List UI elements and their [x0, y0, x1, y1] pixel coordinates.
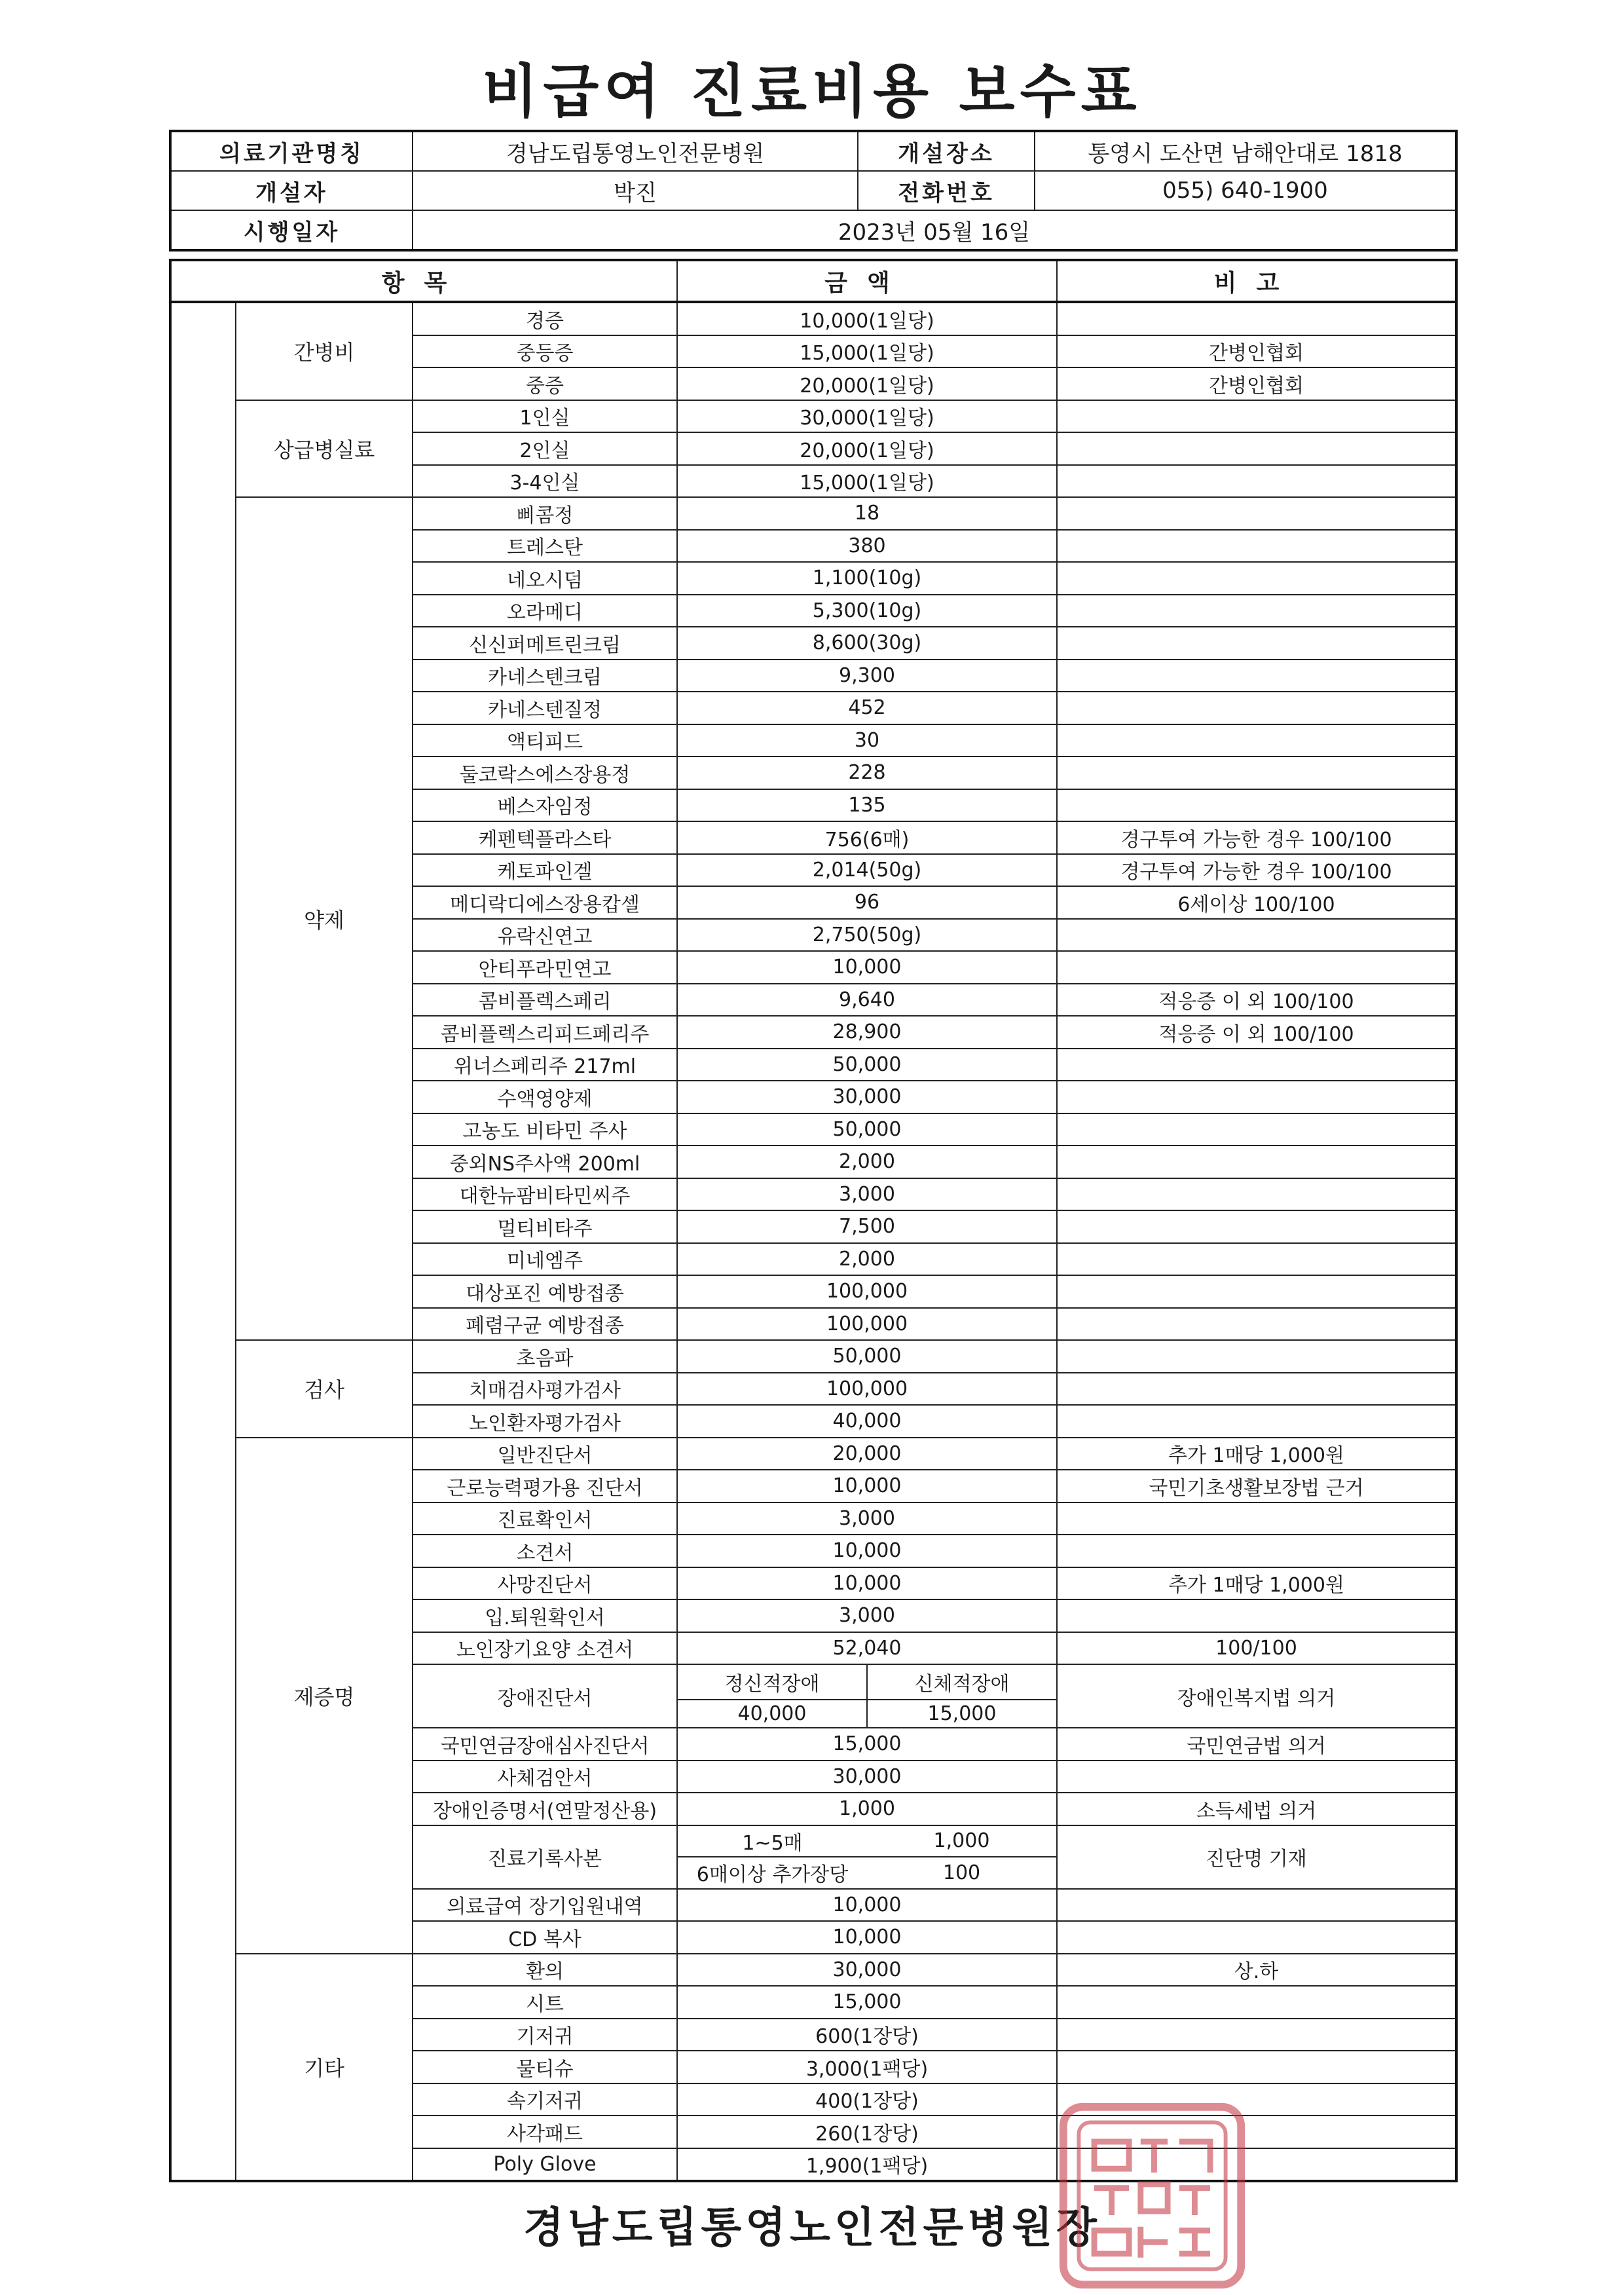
item-cell: 물티슈 [413, 2051, 677, 2083]
note-cell [1057, 1146, 1456, 1178]
amount-cell: 96 [677, 886, 1057, 919]
note-cell [1057, 919, 1456, 952]
amount-cell: 15,000 [677, 1986, 1057, 2019]
item-cell: 사망진단서 [413, 1567, 677, 1600]
note-cell: 100/100 [1057, 1632, 1456, 1665]
amount-cell: 30,000(1일당) [677, 400, 1057, 433]
note-cell: 적응증 이 외 100/100 [1057, 1016, 1456, 1049]
item-cell: 환의 [413, 1954, 677, 1987]
amount-cell: 3,000 [677, 1502, 1057, 1535]
note-cell [1057, 756, 1456, 789]
amount-cell: 8,600(30g) [677, 627, 1057, 660]
amount-cell: 600(1장당) [677, 2019, 1057, 2051]
item-cell: 경증 [413, 302, 677, 335]
item-cell: 중증 [413, 367, 677, 400]
note-cell [1057, 1761, 1456, 1793]
table-row [170, 1340, 1456, 1373]
location-value: 통영시 도산면 남해안대로 1818 [1035, 131, 1456, 171]
category-nursing: 간병비 [236, 302, 413, 400]
item-cell: 일반진단서 [413, 1438, 677, 1470]
item-cell: 둘코락스에스장용정 [413, 756, 677, 789]
item-cell: 카네스텐질정 [413, 692, 677, 724]
item-cell: 오라메디 [413, 595, 677, 627]
table-row [170, 400, 1456, 433]
item-cell: 사각패드 [413, 2116, 677, 2148]
note-cell [1057, 400, 1456, 433]
note-cell: 경구투여 가능한 경우 100/100 [1057, 821, 1456, 854]
date-value: 2023년 05월 16일 [413, 210, 1456, 250]
note-cell [1057, 302, 1456, 335]
note-cell [1057, 1308, 1456, 1341]
official-seal-stamp [1056, 2099, 1249, 2292]
mental-amount: 40,000 [678, 1700, 867, 1727]
item-cell: 네오시덤 [413, 562, 677, 595]
amount-cell: 1,900(1팩당) [677, 2148, 1057, 2182]
note-cell [1057, 1502, 1456, 1535]
amount-cell: 30,000 [677, 1081, 1057, 1113]
institution-value: 경남도립통영노인전문병원 [413, 131, 858, 171]
item-cell: 메디락디에스장용캅셀 [413, 886, 677, 919]
amount-cell: 50,000 [677, 1049, 1057, 1081]
item-cell: 중외NS주사액 200ml [413, 1146, 677, 1178]
amount-cell: 380 [677, 530, 1057, 563]
table-row [170, 302, 1456, 335]
amount-cell: 100,000 [677, 1373, 1057, 1406]
note-cell [1057, 1243, 1456, 1276]
amount-cell: 15,000(1일당) [677, 465, 1057, 498]
records-amount-grid [677, 1825, 1057, 1889]
header-note: 비고 [1057, 260, 1456, 302]
note-cell [1057, 1373, 1456, 1406]
amount-cell: 20,000(1일당) [677, 367, 1057, 400]
location-label: 개설장소 [858, 131, 1035, 171]
document-title: 비급여 진료비용 보수표 [482, 58, 1142, 125]
amount-cell: 18 [677, 497, 1057, 530]
category-drug: 약제 [236, 497, 413, 1340]
item-cell: 노인장기요양 소견서 [413, 1632, 677, 1665]
item-cell: 1인실 [413, 400, 677, 433]
amount-cell: 100,000 [677, 1308, 1057, 1341]
note-cell [1057, 951, 1456, 984]
item-cell: 소견서 [413, 1535, 677, 1567]
amount-cell: 10,000(1일당) [677, 302, 1057, 335]
amount-cell: 20,000(1일당) [677, 432, 1057, 465]
item-cell: 안티푸라민연고 [413, 951, 677, 984]
item-cell: 속기저귀 [413, 2083, 677, 2116]
founder-label: 개설자 [170, 171, 413, 210]
amount-cell: 28,900 [677, 1016, 1057, 1049]
item-cell: 수액영양제 [413, 1081, 677, 1113]
item-cell: Poly Glove [413, 2148, 677, 2182]
note-cell [1057, 1986, 1456, 2019]
mental-label: 정신적장애 [678, 1665, 867, 1700]
category-etc: 기타 [236, 1954, 413, 2182]
amount-cell: 1,100(10g) [677, 562, 1057, 595]
item-cell: 콤비플렉스페리 [413, 984, 677, 1017]
note-cell [1057, 1405, 1456, 1438]
founder-value: 박진 [413, 171, 858, 210]
note-cell [1057, 497, 1456, 530]
physical-amount: 15,000 [927, 1702, 997, 1725]
item-cell: 유락신연고 [413, 919, 677, 952]
table-row [170, 1954, 1456, 1987]
amount-cell: 10,000 [677, 951, 1057, 984]
item-cell: 고농도 비타민 주사 [413, 1113, 677, 1146]
item-cell: 시트 [413, 1986, 677, 2019]
note-cell [1057, 2019, 1456, 2051]
category-exam: 검사 [236, 1340, 413, 1438]
note-cell: 국민기초생활보장법 근거 [1057, 1470, 1456, 1502]
amount-cell: 7,500 [677, 1210, 1057, 1243]
amount-cell: 52,040 [677, 1632, 1057, 1665]
item-cell: 초음파 [413, 1340, 677, 1373]
item-cell: 사체검안서 [413, 1761, 677, 1793]
note-cell: 경구투여 가능한 경우 100/100 [1057, 854, 1456, 887]
note-cell: 추가 1매당 1,000원 [1057, 1438, 1456, 1470]
amount-cell: 228 [677, 756, 1057, 789]
note-cell: 6세이상 100/100 [1057, 886, 1456, 919]
amount-cell: 2,000 [677, 1243, 1057, 1276]
phone-label: 전화번호 [858, 171, 1035, 210]
item-cell: 케토파인겔 [413, 854, 677, 887]
header-amount: 금액 [677, 260, 1057, 302]
note-cell [1057, 465, 1456, 498]
note-cell: 상.하 [1057, 1954, 1456, 1987]
amount-cell: 30 [677, 724, 1057, 757]
disability-note: 장애인복지법 의거 [1057, 1664, 1456, 1728]
note-cell: 국민연금법 의거 [1057, 1728, 1456, 1761]
category-cert: 제증명 [236, 1438, 413, 1954]
tier2-amount: 100 [942, 1861, 981, 1884]
amount-cell: 10,000 [677, 1470, 1057, 1502]
note-cell [1057, 595, 1456, 627]
note-cell [1057, 1081, 1456, 1113]
amount-cell: 100,000 [677, 1275, 1057, 1308]
amount-cell: 50,000 [677, 1113, 1057, 1146]
note-cell: 소득세법 의거 [1057, 1793, 1456, 1825]
item-cell: 3-4인실 [413, 465, 677, 498]
note-cell [1057, 530, 1456, 563]
amount-cell: 10,000 [677, 1535, 1057, 1567]
footer-signature: 경남도립통영노인전문병원장 [523, 2204, 1101, 2252]
note-cell: 간병인협회 [1057, 367, 1456, 400]
amount-cell: 9,640 [677, 984, 1057, 1017]
amount-cell: 400(1장당) [677, 2083, 1057, 2116]
item-cell: 진료확인서 [413, 1502, 677, 1535]
item-cell: 치매검사평가검사 [413, 1373, 677, 1406]
institution-label: 의료기관명칭 [170, 131, 413, 171]
item-cell: 근로능력평가용 진단서 [413, 1470, 677, 1502]
item-cell: 케펜텍플라스타 [413, 821, 677, 854]
item-cell: 중등증 [413, 335, 677, 368]
item-cell: 신신퍼메트린크림 [413, 627, 677, 660]
amount-cell: 40,000 [677, 1405, 1057, 1438]
note-cell [1057, 1340, 1456, 1373]
fee-table [169, 259, 1458, 2182]
physical-label: 신체적장애 [867, 1665, 1056, 1700]
amount-cell: 20,000 [677, 1438, 1057, 1470]
amount-cell: 50,000 [677, 1340, 1057, 1373]
amount-cell: 756(6매) [677, 821, 1057, 854]
amount-cell: 5,300(10g) [677, 595, 1057, 627]
item-cell: 대상포진 예방접종 [413, 1275, 677, 1308]
table-row [170, 1438, 1456, 1470]
amount-cell: 1,000 [677, 1793, 1057, 1825]
disability-amount-grid [677, 1664, 1057, 1728]
note-cell [1057, 2051, 1456, 2083]
margin-cell [170, 302, 236, 2181]
amount-cell: 15,000 [677, 1728, 1057, 1761]
amount-cell: 2,750(50g) [677, 919, 1057, 952]
header-item: 항목 [170, 260, 677, 302]
amount-cell: 452 [677, 692, 1057, 724]
note-cell [1057, 1275, 1456, 1308]
amount-cell: 30,000 [677, 1761, 1057, 1793]
table-row [170, 497, 1456, 530]
records-item: 진료기록사본 [413, 1825, 677, 1889]
item-cell: 위너스페리주 217ml [413, 1049, 677, 1081]
note-cell [1057, 692, 1456, 724]
item-cell: 입.퇴원확인서 [413, 1599, 677, 1632]
item-cell: 멀티비타주 [413, 1210, 677, 1243]
amount-cell: 10,000 [677, 1921, 1057, 1954]
item-cell: 장애인증명서(연말정산용) [413, 1793, 677, 1825]
item-cell: 카네스텐크림 [413, 660, 677, 692]
note-cell [1057, 562, 1456, 595]
disability-item: 장애진단서 [413, 1664, 677, 1728]
amount-cell: 10,000 [677, 1567, 1057, 1600]
category-room: 상급병실료 [236, 400, 413, 498]
amount-cell: 260(1장당) [677, 2116, 1057, 2148]
amount-cell: 3,000(1팩당) [677, 2051, 1057, 2083]
item-cell: 노인환자평가검사 [413, 1405, 677, 1438]
tier1-amount: 1,000 [867, 1826, 1056, 1857]
note-cell [1057, 1921, 1456, 1954]
note-cell [1057, 1210, 1456, 1243]
note-cell [1057, 432, 1456, 465]
institution-info-table [169, 130, 1458, 252]
note-cell [1057, 1049, 1456, 1081]
item-cell: 2인실 [413, 432, 677, 465]
item-cell: 베스자임정 [413, 789, 677, 822]
amount-cell: 15,000(1일당) [677, 335, 1057, 368]
amount-cell: 3,000 [677, 1178, 1057, 1211]
date-label: 시행일자 [170, 210, 413, 250]
note-cell [1057, 724, 1456, 757]
note-cell [1057, 789, 1456, 822]
note-cell: 추가 1매당 1,000원 [1057, 1567, 1456, 1600]
amount-cell: 10,000 [677, 1889, 1057, 1922]
tier2-label: 6매이상 추가장당 [696, 1863, 849, 1887]
amount-cell: 2,000 [677, 1146, 1057, 1178]
item-cell: 콤비플렉스리피드페리주 [413, 1016, 677, 1049]
item-cell: CD 복사 [413, 1921, 677, 1954]
records-note: 진단명 기재 [1057, 1825, 1456, 1889]
note-cell: 간병인협회 [1057, 335, 1456, 368]
amount-cell: 9,300 [677, 660, 1057, 692]
note-cell [1057, 1113, 1456, 1146]
item-cell: 액티피드 [413, 724, 677, 757]
item-cell: 기저귀 [413, 2019, 677, 2051]
amount-cell: 135 [677, 789, 1057, 822]
note-cell [1057, 1889, 1456, 1922]
item-cell: 미네엠주 [413, 1243, 677, 1276]
note-cell [1057, 1178, 1456, 1211]
amount-cell: 30,000 [677, 1954, 1057, 1987]
note-cell [1057, 660, 1456, 692]
item-cell: 국민연금장애심사진단서 [413, 1728, 677, 1761]
note-cell [1057, 627, 1456, 660]
amount-cell: 3,000 [677, 1599, 1057, 1632]
item-cell: 대한뉴팜비타민씨주 [413, 1178, 677, 1211]
phone-value: 055) 640-1900 [1035, 171, 1456, 210]
item-cell: 삐콤정 [413, 497, 677, 530]
tier1-label: 1~5매 [678, 1826, 867, 1857]
item-cell: 의료급여 장기입원내역 [413, 1889, 677, 1922]
note-cell [1057, 1599, 1456, 1632]
item-cell: 트레스탄 [413, 530, 677, 563]
note-cell [1057, 1535, 1456, 1567]
item-cell: 폐렴구균 예방접종 [413, 1308, 677, 1341]
note-cell: 적응증 이 외 100/100 [1057, 984, 1456, 1017]
amount-cell: 2,014(50g) [677, 854, 1057, 887]
